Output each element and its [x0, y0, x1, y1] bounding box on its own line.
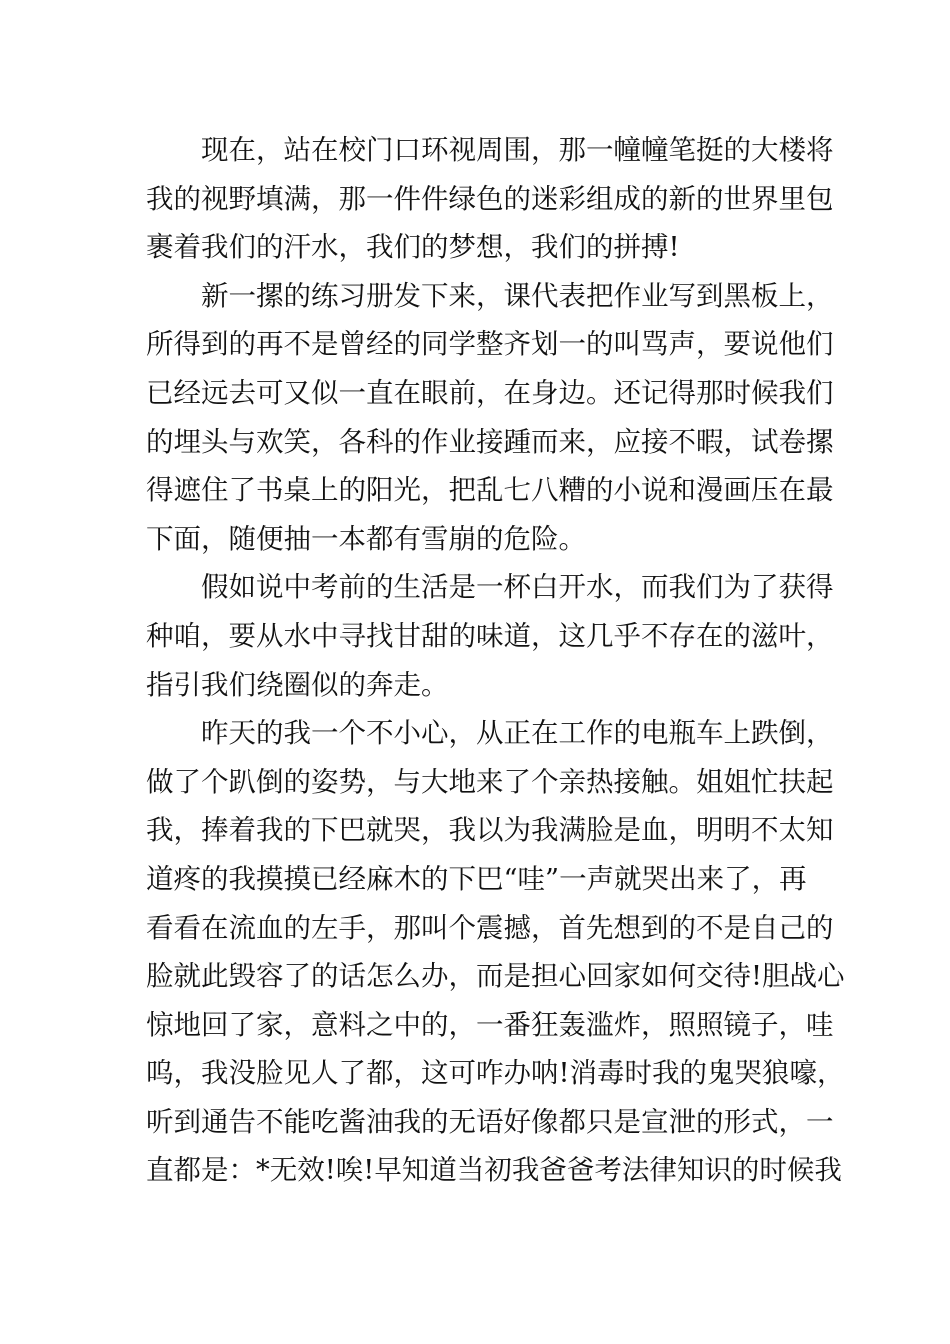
text-line: 直都是：*无效!唉!早知道当初我爸爸考法律知识的时候我 — [146, 1154, 842, 1187]
text-line: 指引我们绕圈似的奔走。 — [146, 668, 449, 701]
text-line: 假如说中考前的生活是一杯白开水，而我们为了获得 — [201, 571, 834, 604]
text-line: 道疼的我摸摸已经麻木的下巴“哇”一声就哭出来了，再 — [146, 862, 807, 895]
text-line: 新一摞的练习册发下来，课代表把作业写到黑板上， — [201, 279, 834, 312]
text-line: 已经远去可又似一直在眼前，在身边。还记得那时候我们 — [146, 376, 834, 409]
text-line: 惊地回了家，意料之中的，一番狂轰滥炸，照照镜子，哇 — [146, 1008, 834, 1041]
text-line: 现在，站在校门口环视周围，那一幢幢笔挺的大楼将 — [201, 134, 834, 166]
text-line: 所得到的再不是曾经的同学整齐划一的叫骂声，要说他们 — [146, 328, 834, 361]
text-line: 种咱，要从水中寻找甘甜的味道，这几乎不存在的滋叶， — [146, 619, 834, 652]
text-line: 脸就此毁容了的话怎么办，而是担心回家如何交待!胆战心 — [146, 960, 845, 993]
text-line: 看看在流血的左手，那叫个震撼，首先想到的不是自己的 — [146, 911, 834, 944]
text-line: 我，捧着我的下巴就哭，我以为我满脸是血，明明不太知 — [146, 814, 834, 847]
text-line: 我的视野填满，那一件件绿色的迷彩组成的新的世界里包 — [146, 182, 834, 215]
text-line: 得遮住了书桌上的阳光，把乱七八糟的小说和漫画压在最 — [146, 474, 834, 507]
text-line: 裹着我们的汗水，我们的梦想，我们的拼搏! — [146, 231, 680, 264]
document-body — [146, 126, 845, 1195]
text-line: 昨天的我一个不小心，从正在工作的电瓶车上跌倒， — [201, 717, 834, 750]
text-line: 的埋头与欢笑，各科的作业接踵而来，应接不暇，试卷摞 — [146, 425, 834, 458]
text-line: 下面，随便抽一本都有雪崩的危险。 — [146, 522, 586, 555]
text-line: 呜，我没脸见人了都，这可咋办呐!消毒时我的鬼哭狼嚎， — [146, 1057, 845, 1090]
text-line: 做了个趴倒的姿势，与大地来了个亲热接触。姐姐忙扶起 — [146, 765, 834, 798]
text-line: 听到通告不能吃酱油我的无语好像都只是宣泄的形式，一 — [146, 1105, 834, 1138]
